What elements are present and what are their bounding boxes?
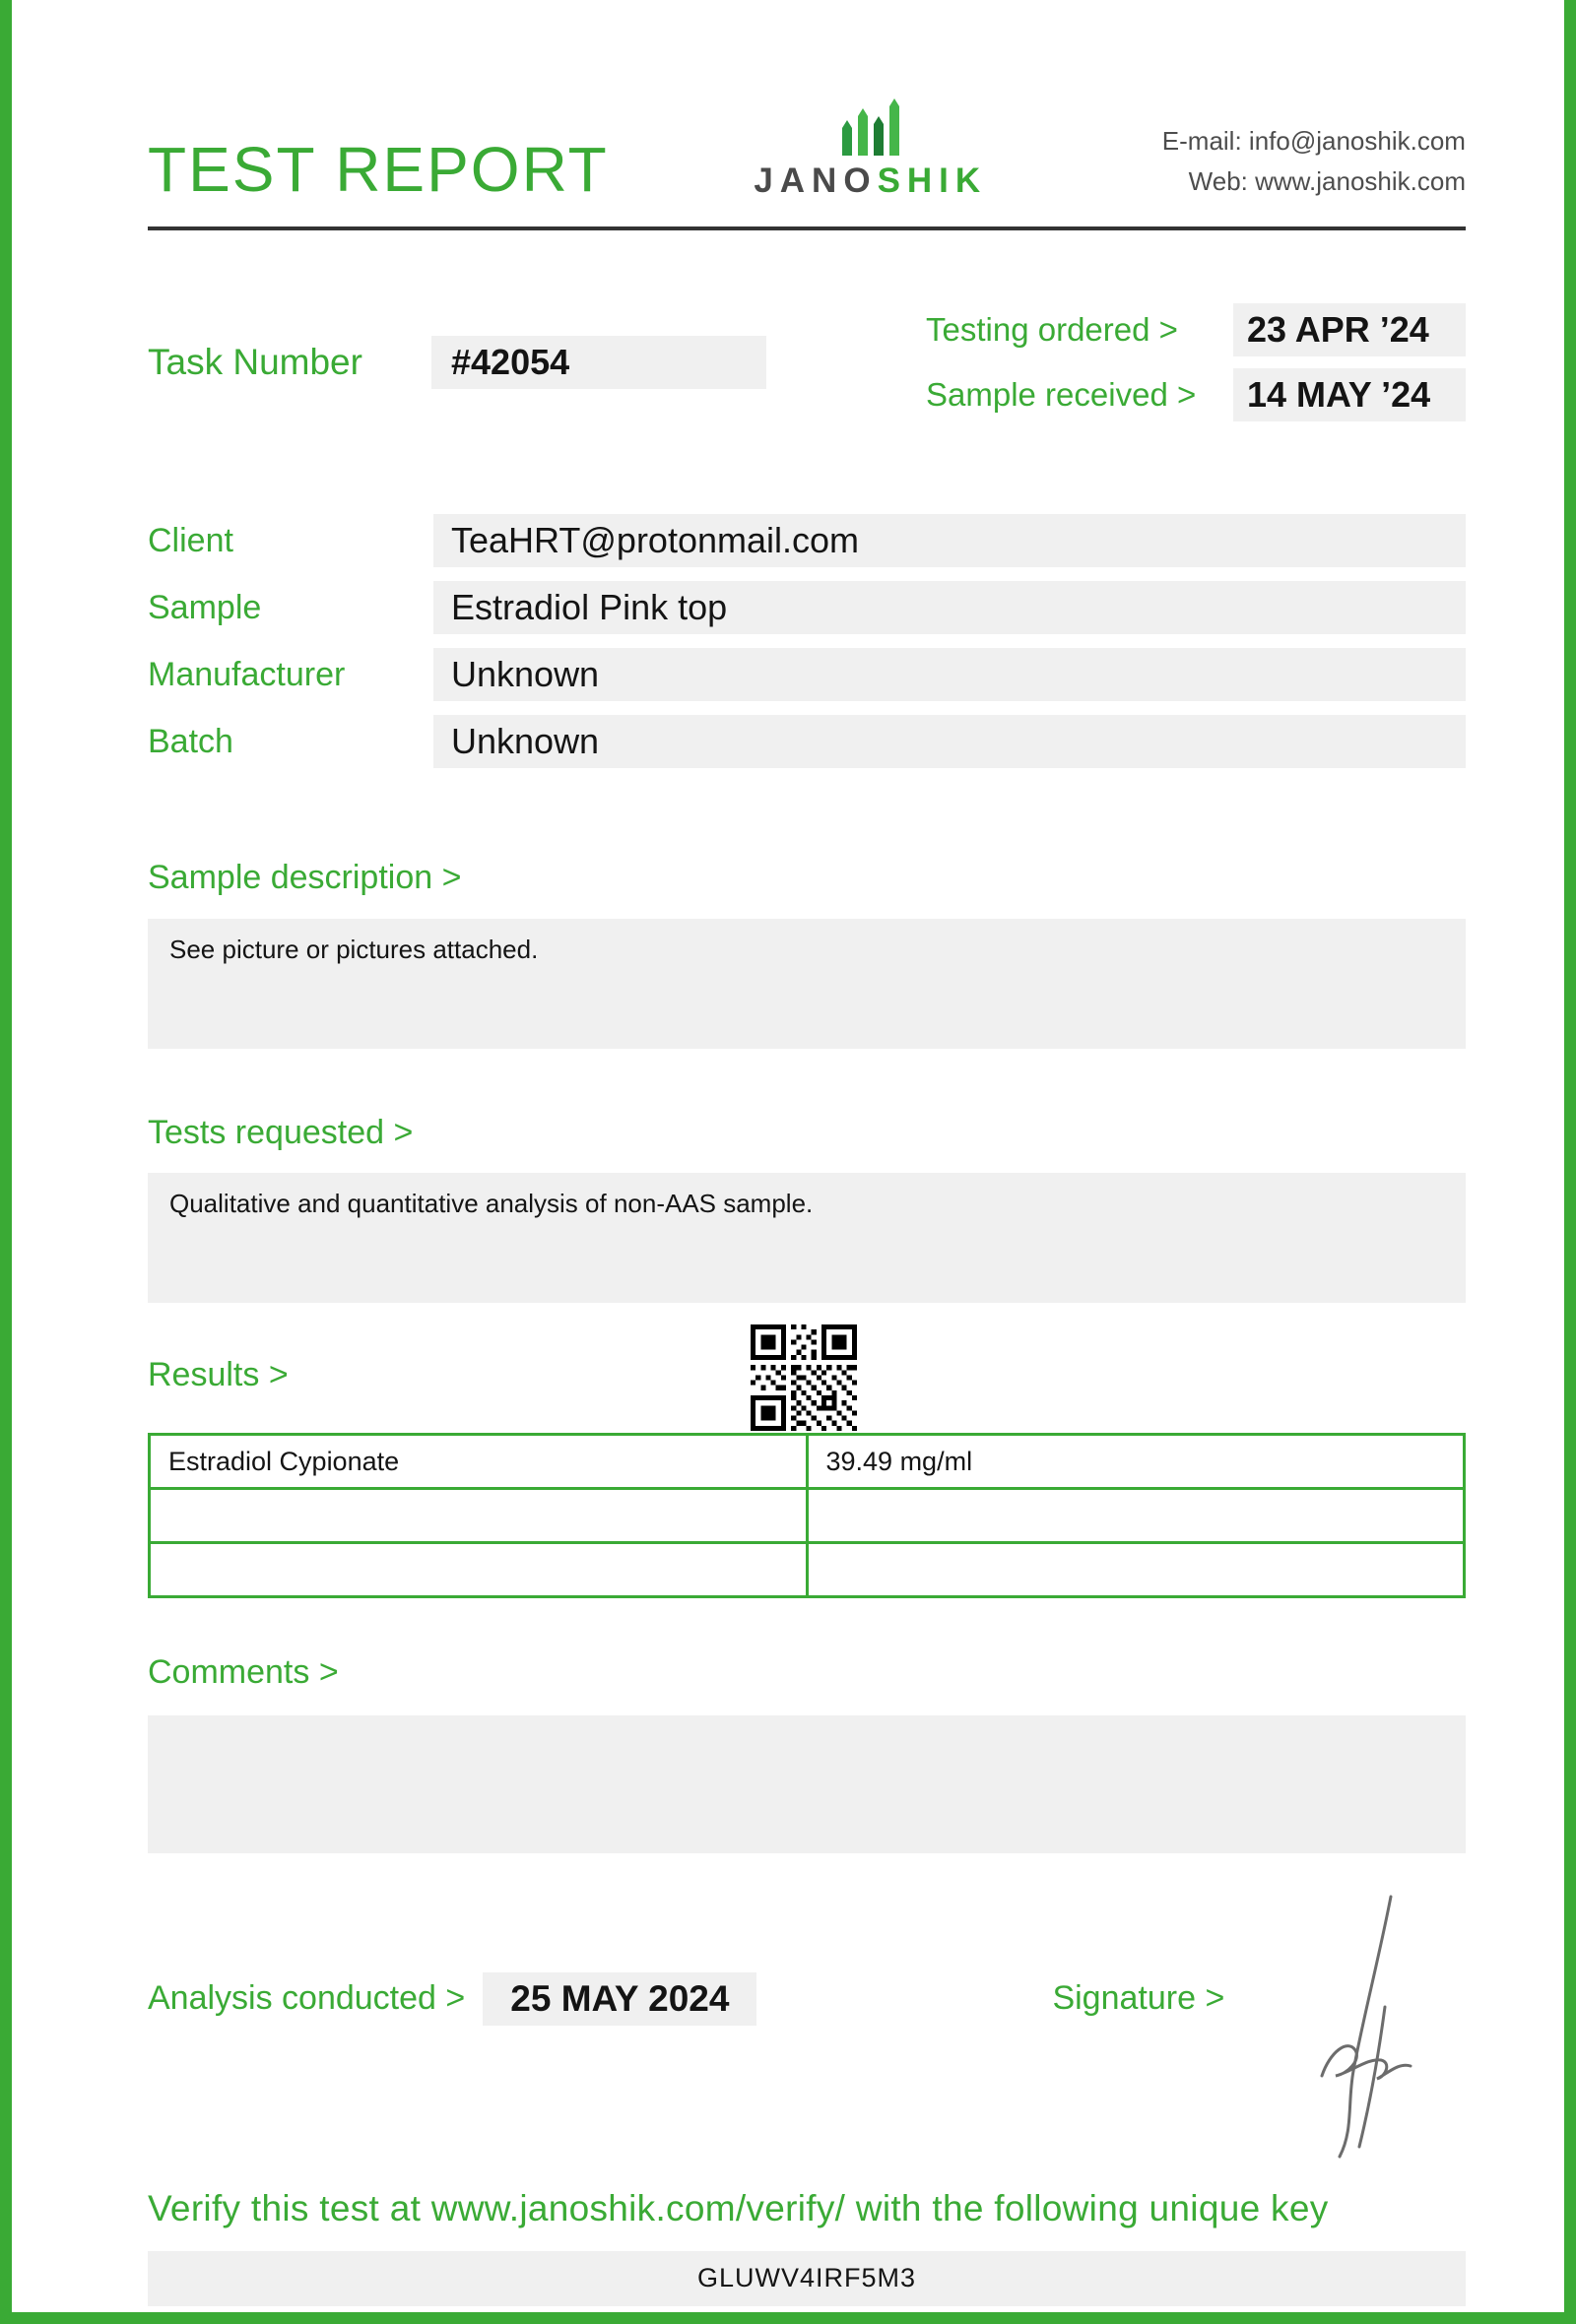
batch-label: Batch — [148, 722, 233, 760]
testing-ordered-row — [926, 303, 1466, 356]
email-label: E-mail: — [1161, 126, 1242, 157]
web-value: www.janoshik.com — [1255, 165, 1466, 196]
sample-received-label: Sample received > — [926, 376, 1197, 413]
tests-requested-box: Qualitative and quantitative analysis of non-AAS sample. — [148, 1173, 1466, 1303]
logo-wordmark-dark: JANO — [754, 161, 878, 200]
verify-key: GLUWV4IRF5M3 — [148, 2251, 1466, 2306]
logo-chart-icon — [832, 95, 909, 160]
manufacturer-label: Manufacturer — [148, 655, 346, 693]
dates-group — [926, 303, 1466, 421]
logo-wordmark-green: SHIK — [877, 161, 988, 200]
result-value — [807, 1489, 1465, 1543]
table-row — [150, 1435, 1465, 1489]
task-number-value: #42054 — [431, 336, 766, 389]
comments-heading: Comments > — [148, 1653, 339, 1691]
contact-email-line — [1162, 121, 1466, 161]
manufacturer-value: Unknown — [433, 648, 1466, 701]
result-name — [150, 1489, 808, 1543]
sample-description-heading: Sample description > — [148, 859, 462, 896]
header-divider — [148, 226, 1466, 230]
signature-label: Signature > — [1052, 1979, 1225, 2017]
sample-description-box: See picture or pictures attached. — [148, 919, 1466, 1049]
info-row-manufacturer — [148, 648, 1466, 701]
result-name: Estradiol Cypionate — [150, 1435, 808, 1489]
analysis-signature-row — [148, 1969, 1466, 2029]
table-row — [150, 1489, 1465, 1543]
result-value — [807, 1543, 1465, 1597]
sample-received-value: 14 MAY ’24 — [1233, 368, 1466, 421]
report-page — [12, 0, 1564, 2306]
results-heading: Results > — [148, 1355, 289, 1393]
contact-block — [1162, 121, 1466, 201]
client-value: TeaHRT@protonmail.com — [433, 514, 1466, 567]
result-value: 39.49 mg/ml — [807, 1435, 1465, 1489]
signature — [1296, 1889, 1436, 2164]
verify-text: Verify this test at www.janoshik.com/verify/ with the following unique key — [148, 2187, 1329, 2228]
batch-value: Unknown — [433, 715, 1466, 768]
task-number-label: Task Number — [148, 342, 362, 382]
qr-code — [751, 1324, 857, 1431]
email-value: info@janoshik.com — [1248, 126, 1466, 157]
web-label: Web: — [1188, 165, 1248, 196]
sample-info-table — [148, 514, 1466, 768]
janoshik-logo — [754, 95, 987, 201]
analysis-conducted-label: Analysis conducted > — [148, 1979, 466, 2017]
results-table — [148, 1433, 1466, 1598]
info-row-batch — [148, 715, 1466, 768]
result-name — [150, 1543, 808, 1597]
info-row-sample — [148, 581, 1466, 634]
report-header — [148, 95, 1466, 205]
task-row — [148, 303, 1466, 421]
logo-wordmark — [754, 161, 987, 201]
table-row — [150, 1543, 1465, 1597]
analysis-conducted-value: 25 MAY 2024 — [483, 1972, 756, 2026]
page-title: TEST REPORT — [148, 134, 609, 205]
testing-ordered-label: Testing ordered > — [926, 311, 1178, 348]
sample-label: Sample — [148, 588, 262, 626]
contact-web-line — [1162, 161, 1466, 201]
tests-requested-heading: Tests requested > — [148, 1113, 414, 1151]
task-number-group — [148, 303, 766, 421]
info-row-client — [148, 514, 1466, 567]
comments-box — [148, 1715, 1466, 1853]
results-header-area — [148, 1313, 1466, 1433]
client-label: Client — [148, 521, 233, 559]
sample-value: Estradiol Pink top — [433, 581, 1466, 634]
sample-received-row — [926, 368, 1466, 421]
testing-ordered-value: 23 APR ’24 — [1233, 303, 1466, 356]
